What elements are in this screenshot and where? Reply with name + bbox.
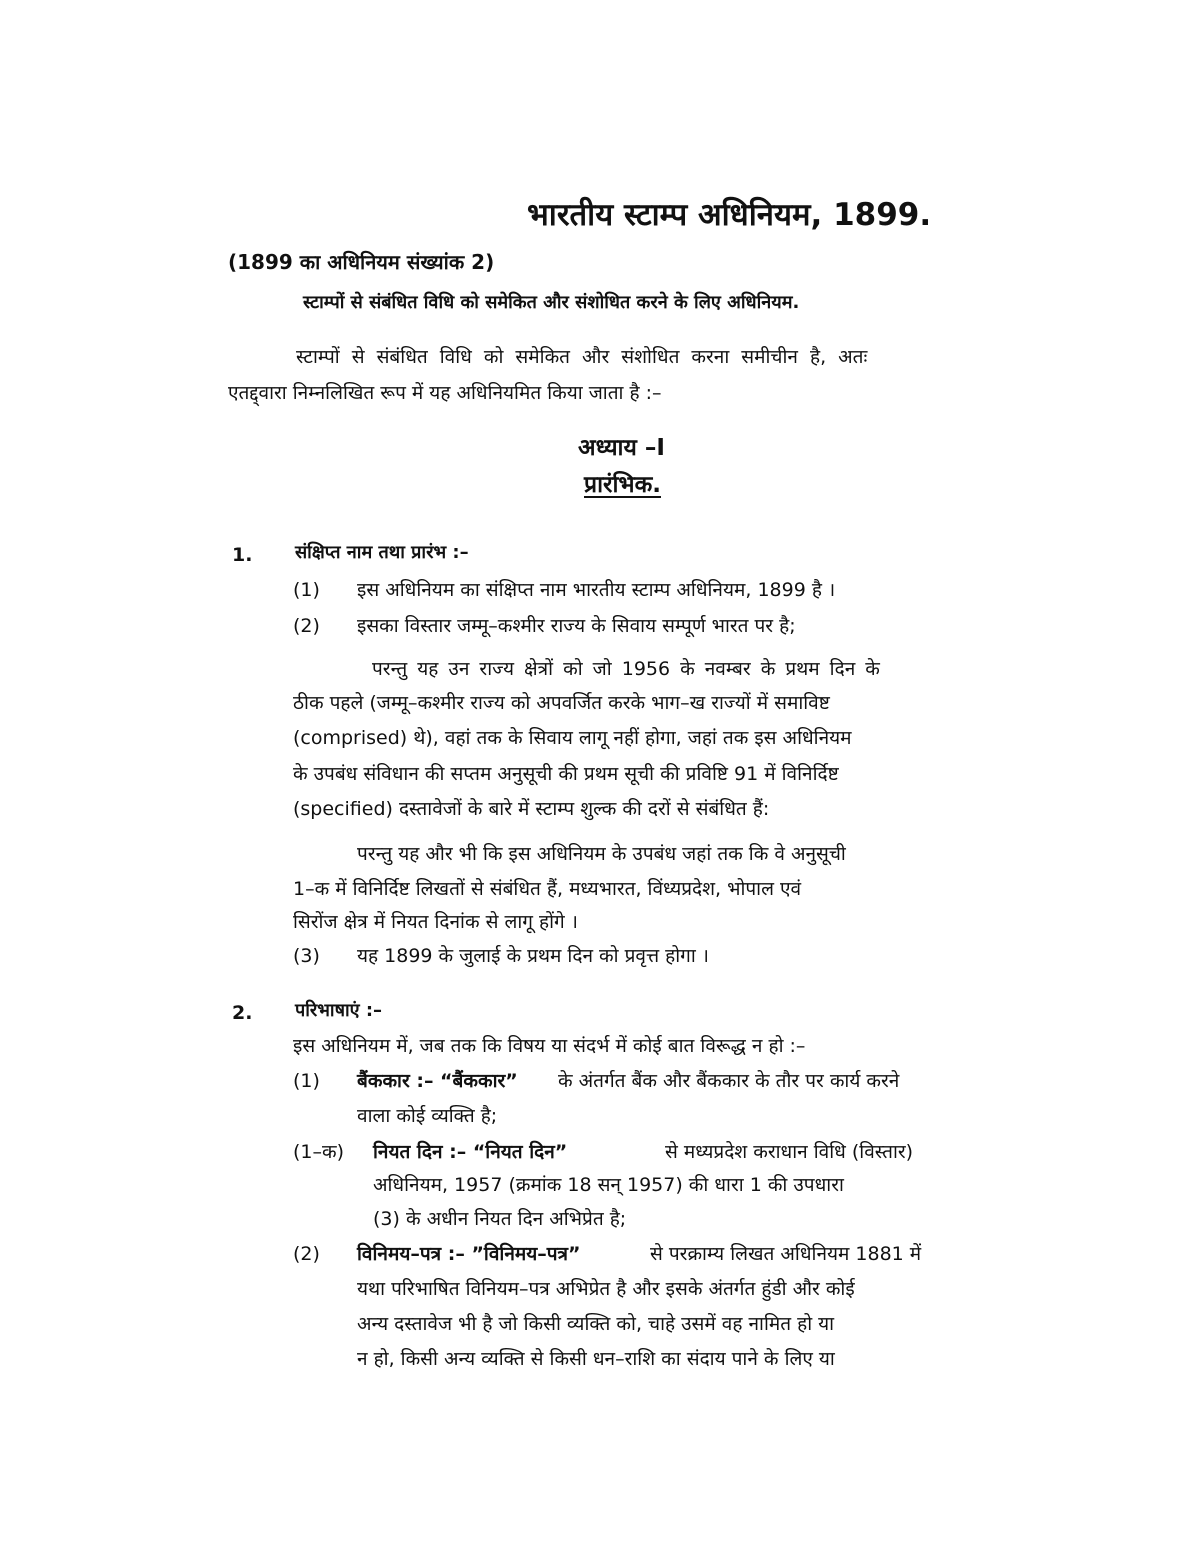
chapter-label: अध्याय –I	[578, 435, 665, 461]
section-intro: इस अधिनियम में, जब तक कि विषय या संदर्भ में कोई बात विरूद्ध न हो :–	[293, 1035, 806, 1057]
long-title: स्टाम्पों से संबंधित विधि को समेकित और संशोधित करने के लिए अधिनियम.	[303, 292, 800, 313]
definition-line: अधिनियम, 1957 (क्रमांक 18 सन् 1957) की धारा 1 की उपधारा	[373, 1174, 844, 1196]
definition-term: बैंककार :– “बैंककार”	[357, 1070, 518, 1092]
definition-line: के अंतर्गत बैंक और बैंककार के तौर पर कार्य करने	[558, 1070, 900, 1092]
proviso-line: सिरोंज क्षेत्र में नियत दिनांक से लागू होंगे ।	[293, 911, 578, 933]
clause-number: (2)	[293, 615, 320, 637]
proviso-line: के उपबंध संविधान की सप्तम अनुसूची की प्रथम सूची की प्रविष्टि 91 में विनिर्दिष्ट	[293, 763, 839, 785]
proviso-line: परन्तु यह और भी कि इस अधिनियम के उपबंध जहां तक कि वे अनुसूची	[357, 843, 846, 865]
clause-text: इसका विस्तार जम्मू–कश्मीर राज्य के सिवाय सम्पूर्ण भारत पर है;	[357, 615, 796, 637]
proviso-line: (comprised) थे), वहां तक के सिवाय लागू नहीं होगा, जहां तक इस अधिनियम	[293, 727, 852, 749]
definition-line: न हो, किसी अन्य व्यक्ति से किसी धन–राशि का संदाय पाने के लिए या	[357, 1348, 835, 1370]
definition-number: (1)	[293, 1070, 320, 1092]
section-number: 1.	[232, 544, 253, 566]
definition-line: से परक्राम्य लिखत अधिनियम 1881 में	[650, 1243, 922, 1265]
preamble-line: एतद्द्वारा निम्नलिखित रूप में यह अधिनियमित किया जाता है :–	[228, 382, 662, 404]
clause-text: यह 1899 के जुलाई के प्रथम दिन को प्रवृत्त होगा ।	[357, 945, 709, 967]
chapter-name: प्रारंभिक.	[584, 472, 661, 498]
preamble-line: स्टाम्पों से संबंधित विधि को समेकित और संशोधित करना समीचीन है, अतः	[296, 346, 868, 368]
proviso-line: 1–क में विनिर्दिष्ट लिखतों से संबंधित हैं, मध्यभारत, विंध्यप्रदेश, भोपाल एवं	[293, 878, 802, 900]
clause-number: (1)	[293, 579, 320, 601]
definition-number: (1–क)	[293, 1141, 345, 1163]
act-number: (1899 का अधिनियम संख्यांक 2)	[228, 250, 495, 274]
section-number: 2.	[232, 1002, 253, 1024]
proviso-line: (specified) दस्तावेजों के बारे में स्टाम्प शुल्क की दरों से संबंधित हैं:	[293, 798, 770, 820]
definition-term: विनिमय–पत्र :– ”विनिमय–पत्र”	[357, 1243, 581, 1265]
proviso-line: परन्तु यह उन राज्य क्षेत्रों को जो 1956 के नवम्बर के प्रथम दिन के	[372, 658, 880, 680]
clause-text: इस अधिनियम का संक्षिप्त नाम भारतीय स्टाम्प अधिनियम, 1899 है ।	[357, 579, 836, 601]
act-title: भारतीय स्टाम्प अधिनियम, 1899.	[527, 197, 932, 233]
definition-line: वाला कोई व्यक्ति है;	[357, 1105, 498, 1127]
definition-line: यथा परिभाषित विनियम–पत्र अभिप्रेत है और इसके अंतर्गत हुंडी और कोई	[357, 1278, 855, 1300]
section-heading: परिभाषाएं :–	[295, 1000, 383, 1021]
definition-line: अन्य दस्तावेज भी है जो किसी व्यक्ति को, चाहे उसमें वह नामित हो या	[357, 1313, 835, 1335]
clause-number: (3)	[293, 945, 320, 967]
proviso-line: ठीक पहले (जम्मू–कश्मीर राज्य को अपवर्जित करके भाग–ख राज्यों में समाविष्ट	[293, 692, 830, 714]
definition-line: (3) के अधीन नियत दिन अभिप्रेत है;	[373, 1208, 627, 1230]
definition-term: नियत दिन :– “नियत दिन”	[373, 1141, 568, 1163]
definition-number: (2)	[293, 1243, 320, 1265]
definition-line: से मध्यप्रदेश कराधान विधि (विस्तार)	[665, 1141, 914, 1163]
section-heading: संक्षिप्त नाम तथा प्रारंभ :–	[295, 542, 469, 563]
